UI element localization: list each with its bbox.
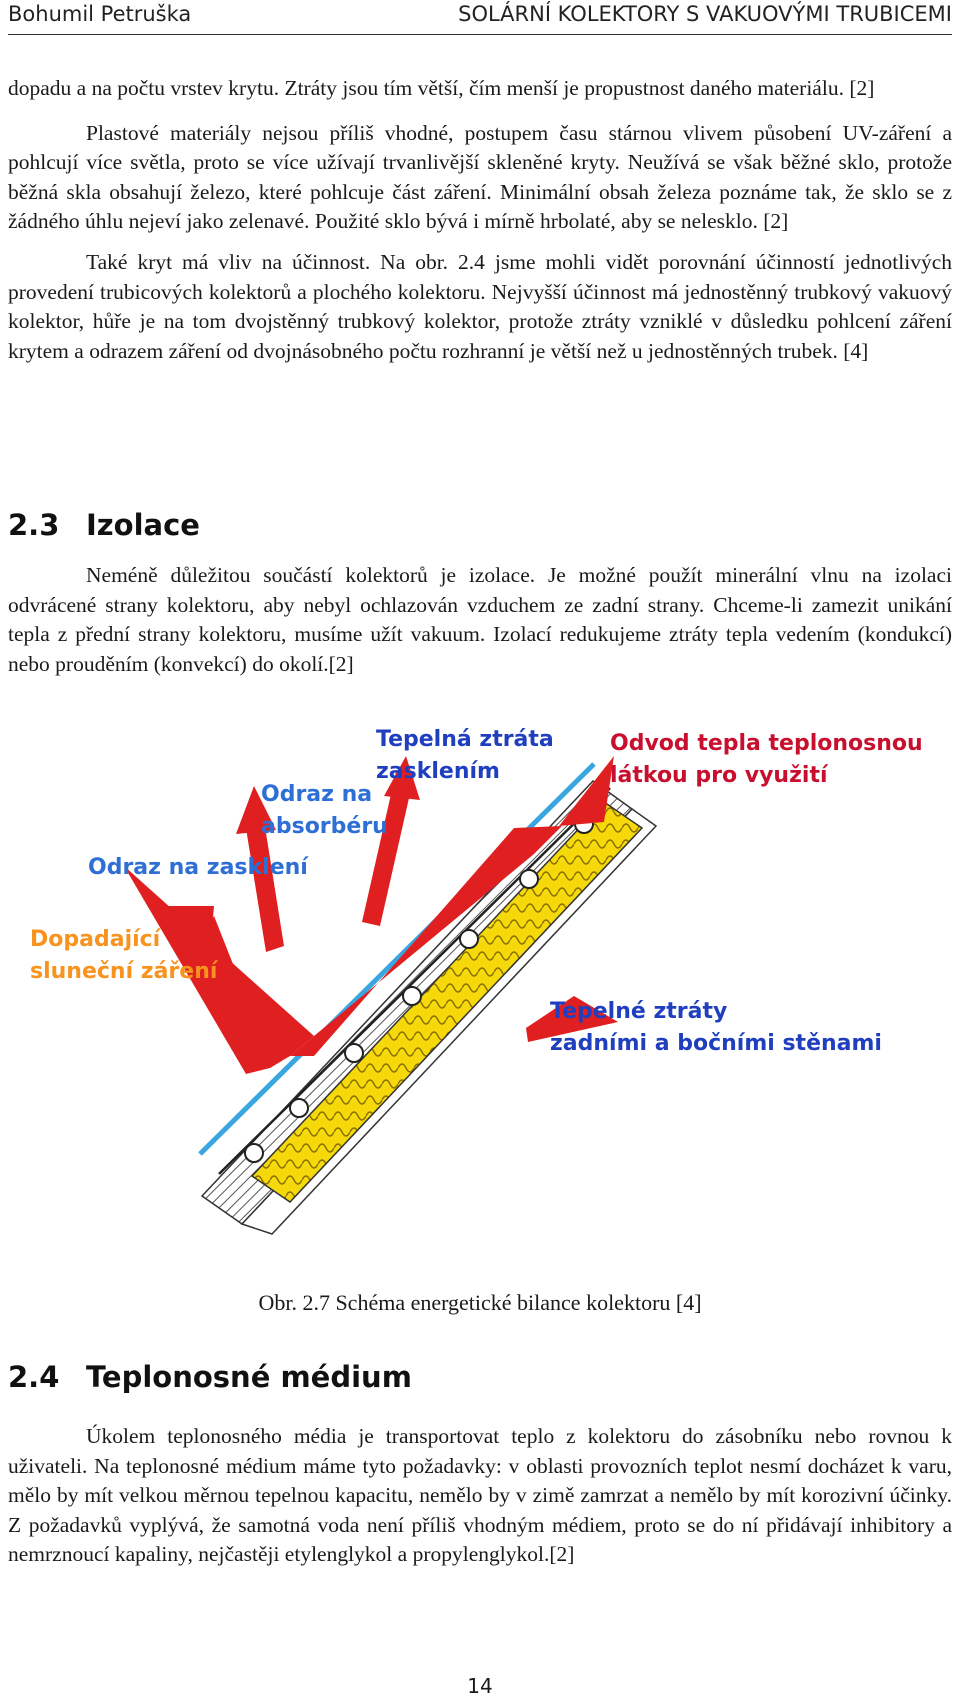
paragraph-5: Úkolem teplonosného média je transportovat teplo z kolektoru do zásobníku nebo rovnou k uživateli. Na teplonosné médium máme tyto požadavky: v oblasti provozních teplot nesmí docházet k varu, mělo by mít velkou měrnou tepelnou kapacitu, nemělo by v zimě zamrzat a nemělo by mít korozivní účinky. Z požadavků vyplývá, že samotná voda není příliš vhodným médiem, proto se do ní přidávají inhibitory a nemrznoucí kapaliny, nejčastěji etylenglykol a propylenglykol.[2] — [8, 1424, 952, 1567]
section-number: 2.4 — [8, 1360, 60, 1394]
section-title: Izolace — [86, 508, 200, 542]
header-title: SOLÁRNÍ KOLEKTORY S VAKUOVÝMI TRUBICEMI — [458, 2, 952, 26]
figure-caption: Obr. 2.7 Schéma energetické bilance kolektoru [4] — [258, 1290, 702, 1315]
paragraph-3: Také kryt má vliv na účinnost. Na obr. 2.4 jsme mohli vidět porovnání účinností jednotlivých provedení trubicových kolektorů a plochého kolektoru. Nejvyšší účinnost má jednostěnný trubkový vakuový kolektor, hůře je na tom dvojstěnný trubkový kolektor, protože ztráty vzniklé v důsledku pohlcení záření krytem a odrazem záření od dvojnásobného počtu rozhranní je větší než u jednostěnných trubek. [4] — [8, 249, 952, 363]
energy-balance-diagram — [14, 716, 938, 1276]
absorber-plate — [219, 788, 610, 1174]
label-incoming-2: sluneční záření — [30, 959, 218, 984]
tube-circle — [345, 1044, 363, 1062]
section-number: 2.3 — [8, 508, 60, 542]
section-heading-2-4 — [8, 1360, 412, 1394]
label-back-loss-1: Tepelné ztráty — [550, 999, 728, 1024]
label-reflect-absorber-2: absorbéru — [261, 814, 388, 839]
paragraph-block-3 — [8, 1422, 952, 1570]
page-header — [8, 0, 952, 35]
paragraph-block-1 — [8, 74, 952, 366]
label-incoming-1: Dopadající — [30, 927, 161, 952]
tube-circle — [245, 1144, 263, 1162]
section-heading-2-3 — [8, 508, 200, 542]
paragraph-4: Neméně důležitou součástí kolektorů je izolace. Je možné použít minerální vlnu na izolaci odvrácené strany kolektoru, aby nebyl ochlazován vzduchem ze zadní strany. Chceme-li zamezit unikání tepla z přední strany kolektoru, musíme užít vakuum. Izolací redukujeme ztráty tepla vedením (kondukcí) nebo prouděním (konvekcí) do okolí.[2] — [8, 563, 952, 676]
label-reflect-absorber-1: Odraz na — [261, 782, 373, 807]
tube-circle — [290, 1099, 308, 1117]
label-useful-heat-2: látkou pro využití — [610, 763, 828, 788]
paragraph-2: Plastové materiály nejsou příliš vhodné, postupem času stárnou vlivem působení UV-záření a pohlcují více světla, proto se více užívají trvanlivější skleněné kryty. Neužívá se však běžné sklo, protože běžná skla obsahují železo, které pohlcuje část záření. Minimální obsah železa poznáme tak, že sklo se z žádného úhlu nejeví jako zelenavé. Použité sklo bývá i mírně hrbolaté, aby se nelesklo. [2] — [8, 120, 952, 234]
section-title: Teplonosné médium — [86, 1360, 412, 1394]
label-useful-heat-1: Odvod tepla teplonosnou — [610, 731, 923, 756]
tube-circle — [460, 930, 478, 948]
header-author: Bohumil Petruška — [8, 2, 192, 26]
paragraph-block-2 — [8, 561, 952, 679]
tube-circle — [403, 987, 421, 1005]
label-glass-loss-2: zasklením — [376, 759, 500, 784]
page-number: 14 — [467, 1674, 493, 1698]
label-back-loss-2: zadními a bočními stěnami — [550, 1031, 882, 1056]
label-reflect-glass: Odraz na zasklení — [88, 855, 308, 880]
label-glass-loss-1: Tepelná ztráta — [376, 727, 554, 752]
paragraph-1: dopadu a na počtu vrstev krytu. Ztráty jsou tím větší, čím menší je propustnost daného materiálu. [2] — [8, 76, 875, 100]
tube-circle — [520, 870, 538, 888]
